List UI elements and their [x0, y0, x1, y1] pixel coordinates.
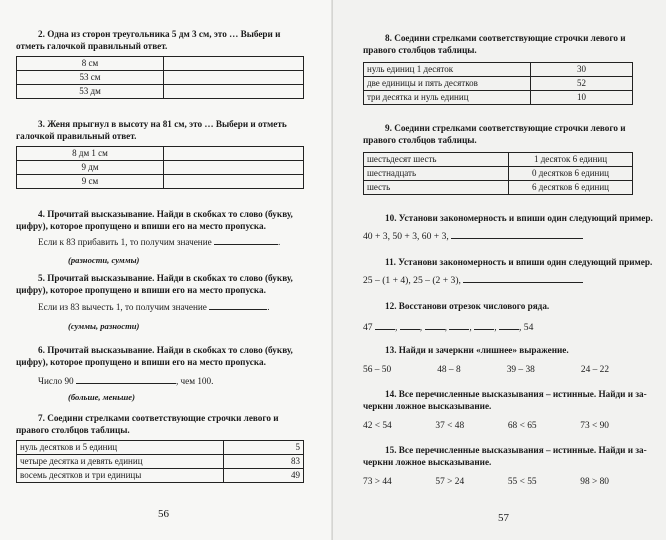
task-text: Установи закономерность и впиши один следующий пример.	[398, 257, 653, 267]
expression[interactable]: 55 < 55	[507, 477, 537, 487]
table-row	[364, 91, 633, 105]
expression[interactable]: 48 – 8	[437, 365, 461, 375]
checkbox-cell[interactable]	[164, 57, 304, 71]
expression[interactable]: 42 < 54	[363, 421, 392, 431]
option-cell: 53 дм	[17, 85, 164, 99]
task-text: Найди и зачеркни «лишнее» выражение.	[398, 345, 569, 355]
task-text: Прочитай высказывание. Найди в скобках то слово (букву,	[47, 209, 293, 219]
task-number: 5.	[38, 273, 45, 283]
task-15	[363, 444, 661, 488]
table-row	[364, 153, 633, 167]
word-hint: (суммы, разности)	[68, 321, 140, 331]
table-row	[17, 57, 304, 71]
task-number: 12.	[385, 301, 397, 311]
expression[interactable]: 98 > 80	[580, 477, 609, 487]
expression[interactable]: 37 < 48	[435, 421, 465, 431]
right-cell[interactable]: 49	[224, 469, 304, 483]
sequence: 40 + 3, 50 + 3, 60 + 3,	[363, 231, 449, 242]
task-text: цифру), которое пропущено и впиши его на место пропуска.	[16, 357, 266, 367]
task-text: черкни ложное высказывание.	[363, 401, 492, 411]
answer-blank[interactable]	[451, 229, 583, 239]
answer-blank[interactable]	[425, 320, 445, 330]
left-cell[interactable]: шесть	[364, 181, 509, 195]
task-text: Все перечисленные высказывания – истинные. Найди и за-	[398, 445, 647, 455]
task-text: Соедини стрелками соответствующие строчки левого и	[394, 33, 626, 43]
option-cell: 8 см	[17, 57, 164, 71]
table-row	[364, 63, 633, 77]
expression[interactable]: 39 – 38	[506, 365, 535, 375]
answer-blank[interactable]	[375, 320, 395, 330]
task-text: Установи закономерность и впиши один следующий пример.	[398, 213, 653, 223]
task-number: 15.	[385, 445, 397, 455]
expression-row	[363, 364, 609, 376]
right-cell[interactable]: 0 десятков 6 единиц	[509, 167, 633, 181]
expression[interactable]: 73 < 90	[580, 421, 609, 431]
task-number: 13.	[385, 345, 397, 355]
expression[interactable]: 57 > 24	[435, 477, 465, 487]
answer-blank[interactable]	[449, 320, 469, 330]
sentence-tail: .	[278, 237, 281, 247]
task-11	[363, 256, 661, 287]
table-row	[17, 147, 304, 161]
left-cell[interactable]: шестнадцать	[364, 167, 509, 181]
answer-blank[interactable]	[214, 235, 281, 247]
task-text: Женя прыгнул в высоту на 81 см, это … Выбери и отметь	[47, 119, 287, 129]
task-number: 7.	[38, 413, 45, 423]
answer-table	[16, 56, 304, 99]
answer-blank[interactable]	[474, 320, 494, 330]
left-cell[interactable]: шестьдесят шесть	[364, 153, 509, 167]
table-row	[17, 85, 304, 99]
left-cell[interactable]: две единицы и пять десятков	[364, 77, 531, 91]
table-row	[17, 455, 304, 469]
checkbox-cell[interactable]	[164, 147, 304, 161]
task-text: Соедини стрелками соответствующие строчки левого и	[47, 413, 279, 423]
task-text: цифру), которое пропущено и впиши его на место пропуска.	[16, 285, 266, 295]
right-cell[interactable]: 83	[224, 455, 304, 469]
task-number: 11.	[385, 257, 396, 267]
task-number: 6.	[38, 345, 45, 355]
task-text: Прочитай высказывание. Найди в скобках то слово (букву,	[47, 345, 293, 355]
table-row	[17, 71, 304, 85]
task-text: Все перечисленные высказывания – истинные. Найди и за-	[398, 389, 647, 399]
option-cell: 9 см	[17, 175, 164, 189]
right-cell[interactable]: 52	[531, 77, 633, 91]
task-12: 12. Восстанови отрезок числового ряда. 47 , , , , , , 54	[363, 301, 550, 333]
task-text: Прочитай высказывание. Найди в скобках то слово (букву,	[47, 273, 293, 283]
checkbox-cell[interactable]	[164, 175, 304, 189]
matching-table	[363, 62, 633, 105]
task-text: Соедини стрелками соответствующие строчки левого и	[394, 123, 626, 133]
task-text: галочкой правильный ответ.	[16, 131, 137, 141]
task-4	[16, 208, 320, 266]
right-cell[interactable]: 10	[531, 91, 633, 105]
task-text: правого столбцов таблицы.	[16, 425, 130, 435]
task-number: 10.	[385, 213, 397, 223]
task-9	[363, 122, 661, 195]
answer-blank[interactable]	[463, 273, 583, 283]
matching-table	[363, 152, 633, 195]
expression[interactable]: 68 < 65	[507, 421, 537, 431]
right-cell[interactable]: 1 десяток 6 единиц	[509, 153, 633, 167]
task-text: цифру), которое пропущено и впиши его на место пропуска.	[16, 221, 266, 231]
expression-row	[363, 420, 609, 432]
checkbox-cell[interactable]	[164, 71, 304, 85]
sentence-tail: .	[267, 302, 270, 312]
range-end: 54	[523, 322, 534, 333]
expression-row	[363, 476, 609, 488]
sentence-end: , чем 100.	[175, 376, 214, 386]
task-5	[16, 272, 320, 332]
task-text: правого столбцов таблицы.	[363, 135, 477, 145]
table-row	[17, 469, 304, 483]
matching-table	[16, 440, 304, 483]
task-10	[363, 212, 661, 243]
sentence: Если к 83 прибавить 1, то получим значение	[38, 237, 212, 247]
left-cell[interactable]: нуль единиц 1 десяток	[364, 63, 531, 77]
answer-blank[interactable]	[499, 320, 519, 330]
answer-table	[16, 146, 304, 189]
answer-blank[interactable]	[400, 320, 420, 330]
page-number: 57	[498, 512, 509, 524]
expression[interactable]: 73 > 44	[363, 477, 392, 487]
right-cell[interactable]: 30	[531, 63, 633, 77]
table-row	[364, 167, 633, 181]
left-cell[interactable]: четыре десятка и девять единиц	[17, 455, 224, 469]
task-text: правого столбцов таблицы.	[363, 45, 477, 55]
right-cell[interactable]: 5	[224, 441, 304, 455]
word-hint: (больше, меньше)	[68, 392, 135, 402]
task-8	[363, 32, 661, 105]
task-number: 8.	[385, 33, 392, 43]
left-cell[interactable]: восемь десятков и три единицы	[17, 469, 224, 483]
range-start: 47	[363, 322, 373, 333]
task-number: 2.	[38, 29, 45, 39]
table-row	[364, 77, 633, 91]
option-cell: 53 см	[17, 71, 164, 85]
task-number: 3.	[38, 119, 45, 129]
page-number: 56	[158, 508, 169, 520]
task-number: 4.	[38, 209, 45, 219]
table-row	[17, 161, 304, 175]
task-2	[16, 28, 320, 99]
checkbox-cell[interactable]	[164, 161, 304, 175]
task-6	[16, 344, 320, 403]
checkbox-cell[interactable]	[164, 85, 304, 99]
right-cell[interactable]: 6 десятков 6 единиц	[509, 181, 633, 195]
left-cell[interactable]: три десятка и нуль единиц	[364, 91, 531, 105]
option-cell: 8 дм 1 см	[17, 147, 164, 161]
task-text: черкни ложное высказывание.	[363, 457, 492, 467]
task-text: отметь галочкой правильный ответ.	[16, 41, 168, 51]
task-3	[16, 118, 320, 189]
task-text: Восстанови отрезок числового ряда.	[398, 301, 550, 311]
sentence: Если из 83 вычесть 1, то получим значение	[38, 302, 207, 312]
table-row	[17, 175, 304, 189]
task-number: 9.	[385, 123, 392, 133]
option-cell: 9 дм	[17, 161, 164, 175]
table-row	[364, 181, 633, 195]
sentence-start: Число 90	[38, 376, 74, 386]
task-7	[16, 412, 320, 483]
right-page	[333, 0, 666, 540]
expression[interactable]: 56 – 50	[363, 365, 392, 375]
answer-blank[interactable]	[76, 374, 176, 384]
left-cell[interactable]: нуль десятков и 5 единиц	[17, 441, 224, 455]
task-14	[363, 388, 661, 432]
task-13	[363, 344, 661, 376]
table-row	[17, 441, 304, 455]
expression[interactable]: 24 – 22	[580, 365, 609, 375]
task-number: 14.	[385, 389, 397, 399]
task-text: Одна из сторон треугольника 5 дм 3 см, это … Выбери и	[47, 29, 281, 39]
sequence: 25 – (1 + 4), 25 – (2 + 3),	[363, 275, 461, 286]
word-hint: (разности, суммы)	[68, 255, 140, 265]
answer-blank[interactable]	[209, 300, 270, 312]
